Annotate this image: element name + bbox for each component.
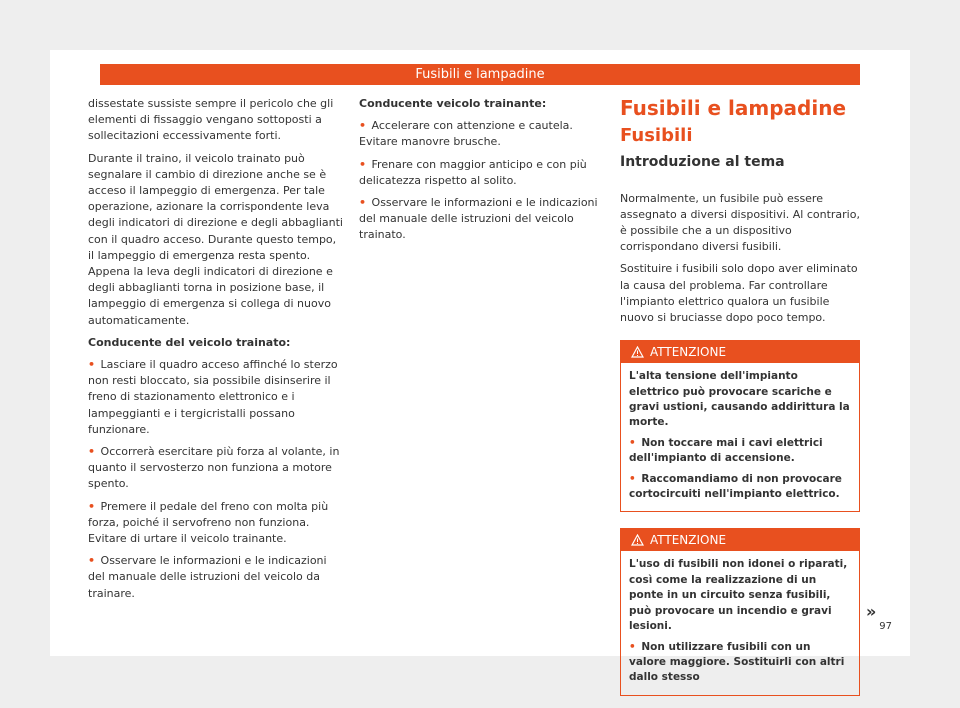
bullet-icon: •: [629, 640, 636, 653]
warning-header: [621, 341, 859, 363]
warning-triangle-icon: [631, 346, 644, 358]
bullet-icon: •: [88, 445, 96, 459]
bullet-icon: •: [629, 436, 636, 449]
column-left: [88, 96, 344, 608]
list-item: [359, 118, 605, 150]
list-item-text: Premere il pedale del freno con molta più forza, poiché il servofreno non funziona. Evitare di urtare il veicolo trainante.: [88, 499, 329, 546]
warning-body: [621, 551, 859, 694]
list-item-text: Frenare con maggior anticipo e con più delicatezza rispetto al solito.: [359, 157, 587, 187]
list-item: [359, 195, 605, 244]
bullet-icon: •: [359, 157, 367, 171]
list-item-text: Non utilizzare fusibili con un valore maggiore. Sostituirli con altri dallo stesso: [629, 640, 845, 684]
list-item: [629, 436, 851, 467]
subheading: Conducente del veicolo trainato:: [88, 335, 291, 349]
list-item-text: Osservare le informazioni e le indicazioni del manuale delle istruzioni del veicolo trainato.: [359, 196, 598, 242]
column-right: [620, 96, 860, 696]
warning-text: L'alta tensione dell'impianto elettrico può provocare scariche e gravi ustioni, causando addirittura la morte.: [629, 370, 850, 429]
warning-header: [621, 529, 859, 551]
subheading: Conducente veicolo trainante:: [359, 97, 547, 110]
chapter-title: Fusibili: [620, 125, 693, 147]
list-item: [88, 499, 344, 548]
warning-text: L'uso di fusibili non idonei o riparati, così come la realizzazione di un ponte in un circuito senza fusibili, può provocare un incendio e gravi lesioni.: [629, 558, 848, 633]
warning-body: [621, 363, 859, 511]
bullet-icon: •: [88, 358, 96, 372]
topic-title: Introduzione al tema: [620, 154, 785, 171]
list-item: [359, 157, 605, 189]
bullet-icon: •: [629, 472, 636, 485]
page-number: 97: [879, 621, 892, 632]
list-item: [88, 553, 344, 602]
warning-box: [620, 340, 860, 512]
warning-label: ATTENZIONE: [650, 533, 727, 548]
warning-label: ATTENZIONE: [650, 345, 727, 360]
section-title: Fusibili e lampadine: [620, 96, 847, 120]
list-item-text: Raccomandiamo di non provocare cortocircuiti nell'impianto elettrico.: [629, 472, 842, 501]
bullet-icon: •: [88, 499, 96, 513]
column-middle: [359, 96, 605, 250]
paragraph: Durante il traino, il veicolo trainato può segnalare il cambio di direzione anche se è acceso il lampeggio di emergenza. Per tale operazione, azionare la corrispondente leva degli indicatori di direzione e degli abbaglianti con il quadro acceso. Durante questo tempo, il lampeggio di emergenza resta spento. Appena la leva degli indicatori di direzione e degli abbaglianti torna in posizione base, il lampeggio di emergenza si collega di nuovo automaticamente.: [88, 151, 343, 327]
list-item-text: Osservare le informazioni e le indicazioni del manuale delle istruzioni del veicolo da trainare.: [88, 554, 327, 600]
bullet-icon: •: [88, 554, 96, 568]
bullet-icon: •: [359, 196, 367, 210]
paragraph: dissestate sussiste sempre il pericolo che gli elementi di fissaggio vengano sottoposti a sollecitazioni eccessivamente forti.: [88, 97, 334, 143]
bullet-icon: •: [359, 119, 367, 133]
paragraph: Sostituire i fusibili solo dopo aver eliminato la causa del problema. Far controllare l'impianto elettrico qualora un fusibile nuovo si bruciasse dopo poco tempo.: [620, 262, 858, 325]
list-item-text: Lasciare il quadro acceso affinché lo sterzo non resti bloccato, sia possibile disinserire il freno di stazionamento elettronico e i lampeggianti e i tergicristalli possano funzionare.: [88, 358, 338, 436]
list-item: [88, 444, 344, 493]
manual-page: [50, 50, 910, 684]
list-item: [88, 357, 344, 438]
warning-box: [620, 528, 860, 695]
paragraph: Normalmente, un fusibile può essere assegnato a diversi dispositivi. Al contrario, è possibile che a un dispositivo corrispondano diversi fusibili.: [620, 191, 860, 254]
page-header: Fusibili e lampadine: [100, 64, 860, 85]
list-item: [629, 472, 851, 503]
list-item-text: Accelerare con attenzione e cautela. Evitare manovre brusche.: [359, 119, 573, 149]
list-item: [629, 640, 851, 686]
list-item-text: Occorrerà esercitare più forza al volante, in quanto il servosterzo non funziona a motore spento.: [88, 445, 340, 491]
list-item-text: Non toccare mai i cavi elettrici dell'impianto di accensione.: [629, 436, 823, 465]
continue-marker: »: [866, 602, 877, 621]
warning-triangle-icon: [631, 534, 644, 546]
